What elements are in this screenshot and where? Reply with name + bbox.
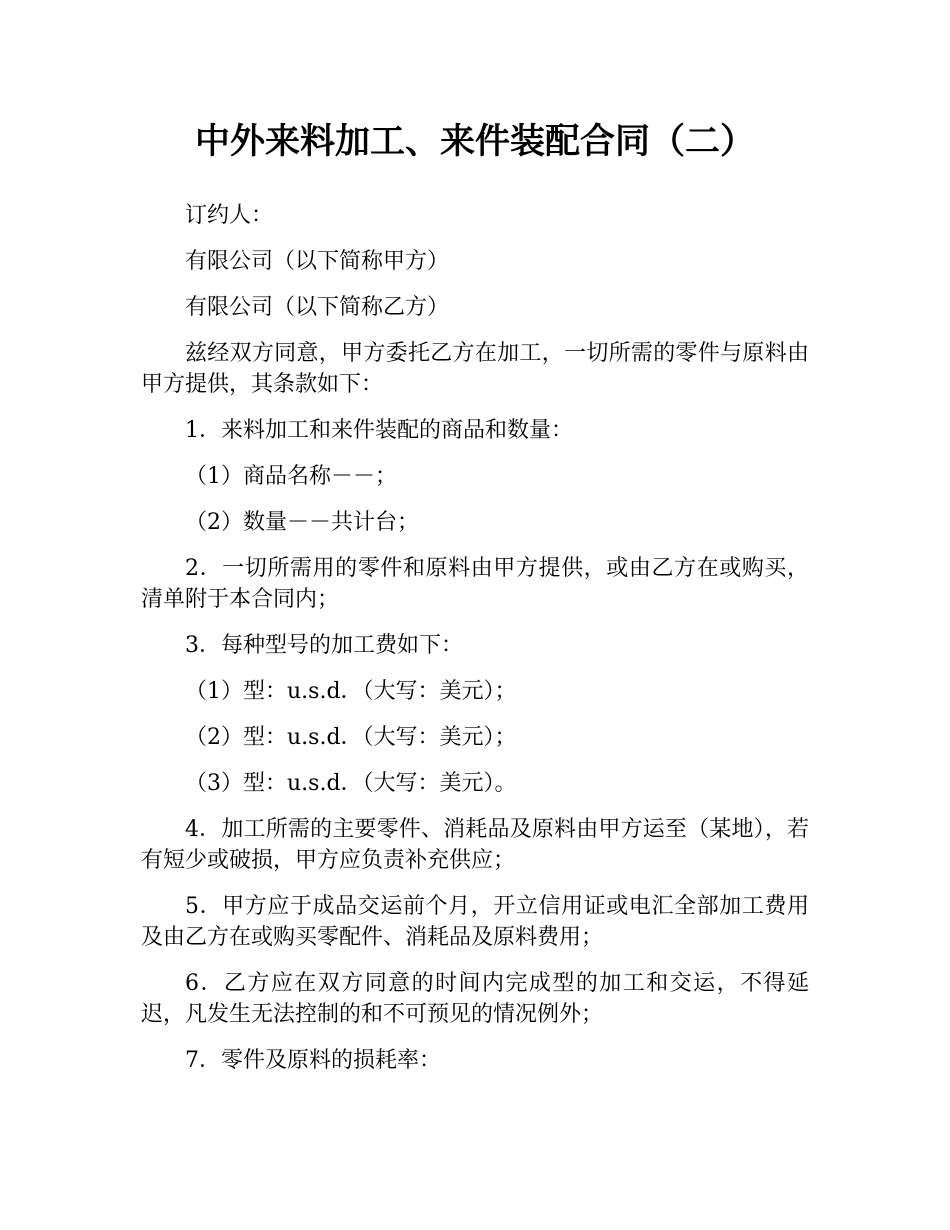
clause-4: 4．加工所需的主要零件、消耗品及原料由甲方运至（某地），若有短少或破损，甲方应负责补充供应； bbox=[141, 817, 809, 873]
clause-3-item-2: （2）型：u.s.d．（大写：美元）； bbox=[185, 725, 517, 750]
document-title: 中外来料加工、来件装配合同（二） bbox=[194, 122, 755, 162]
clause-6: 6．乙方应在双方同意的时间内完成型的加工和交运，不得延迟，凡发生无法控制的和不可预见的情况例外； bbox=[141, 971, 809, 1027]
paragraph-party-a: 有限公司（以下简称甲方） bbox=[185, 249, 450, 274]
clause-3-item-1: （1）型：u.s.d．（大写：美元）； bbox=[185, 679, 517, 704]
document-body bbox=[141, 200, 809, 1091]
clause-3-item-3: （3）型：u.s.d．（大写：美元）。 bbox=[185, 771, 517, 796]
clause-2: 2．一切所需用的零件和原料由甲方提供，或由乙方在或购买，清单附于本合同内； bbox=[141, 556, 809, 612]
clause-3: 3．每种型号的加工费如下： bbox=[185, 633, 463, 658]
clause-1-item-1: （1）商品名称－－； bbox=[185, 464, 397, 489]
clause-7: 7．零件及原料的损耗率： bbox=[185, 1048, 441, 1073]
clause-5: 5．甲方应于成品交运前个月，开立信用证或电汇全部加工费用及由乙方在或购买零配件、消耗品及原料费用； bbox=[141, 894, 809, 950]
clause-1-item-2: （2）数量－－共计台； bbox=[185, 510, 419, 535]
paragraph-signatories: 订约人： bbox=[185, 203, 274, 228]
paragraph-party-b: 有限公司（以下简称乙方） bbox=[185, 295, 450, 320]
paragraph-preamble: 兹经双方同意，甲方委托乙方在加工，一切所需的零件与原料由甲方提供，其条款如下： bbox=[141, 341, 809, 397]
clause-1: 1．来料加工和来件装配的商品和数量： bbox=[185, 418, 573, 443]
